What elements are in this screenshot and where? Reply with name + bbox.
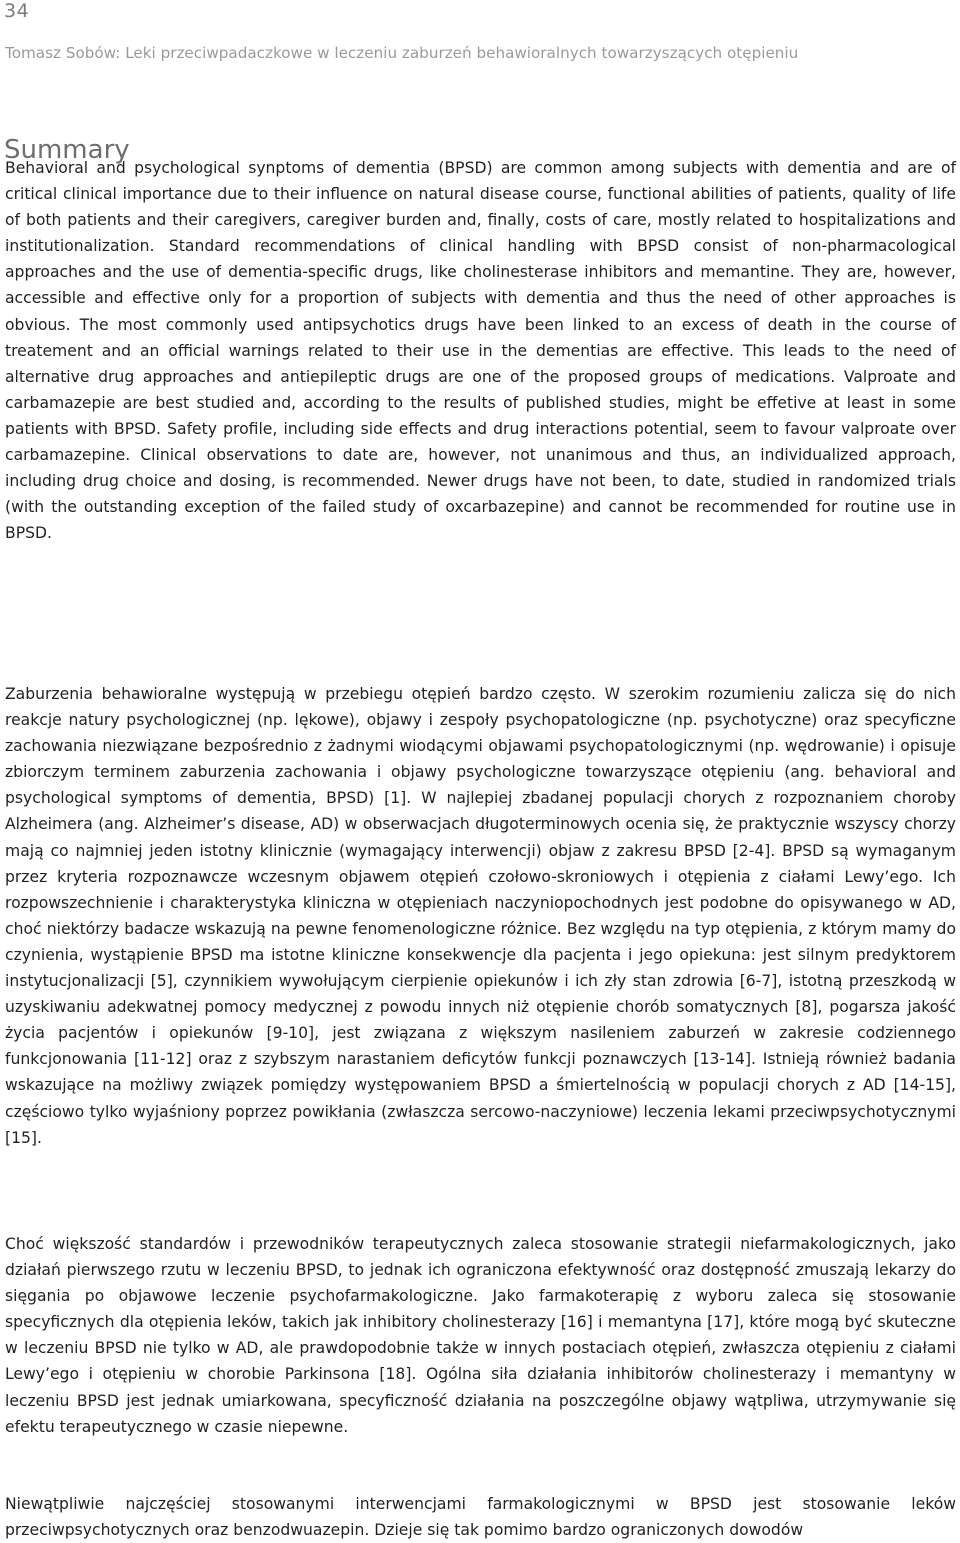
page-number: 34 <box>4 0 30 22</box>
body-paragraph-1: Zaburzenia behawioralne występują w przebiegu otępień bardzo często. W szerokim rozumieniu zalicza się do nich reakcje natury psychologicznej (np. lękowe), objawy i zespoły psychopatologiczne (np. psychotyczne) oraz specyficzne zachowania niezwiązane bezpośrednio z żadnymi wiodącymi objawami psychopatologicznymi (np. wędrowanie) i opisuje zbiorczym terminem zaburzenia zachowania i objawy psychologiczne towarzyszące otępieniu (ang. behavioral and psychological symptoms of dementia, BPSD) [1]. W najlepiej zbadanej populacji chorych z rozpoznaniem choroby Alzheimera (ang. Alzheimer’s disease, AD) w obserwacjach długoterminowych ocenia się, że praktycznie wszyscy chorzy mają co najmniej jeden istotny klinicznie (wymagający interwencji) objaw z zakresu BPSD [2-4]. BPSD są wymaganym przez kryteria rozpoznawcze wczesnym objawem otępień czołowo-skroniowych i otępienia z ciałami Lewy’ego. Ich rozpowszechnienie i charakterystyka kliniczna w otępieniach naczyniopochodnych jest podobne do opisywanego w AD, choć niektórzy badacze wskazują na pewne fenomenologiczne różnice. Bez względu na typ otępienia, z którym mamy do czynienia, wystąpienie BPSD ma istotne kliniczne konsekwencje dla pacjenta i jego opiekuna: jest silnym predyktorem instytucjonalizacji [5], czynnikiem wywołującym cierpienie opiekunów i ich zły stan zdrowia [6-7], istotną przeszkodą w uzyskiwaniu adekwatnej pomocy medycznej z powodu innych niż otępienie chorób somatycznych [8], pogarsza jakość życia pacjentów i opiekunów [9-10], jest związana z większym nasileniem zaburzeń w zakresie codziennego funkcjonowania [11-12] oraz z szybszym narastaniem deficytów funkcji poznawczych [13-14]. Istnieją również badania wskazujące na możliwy związek pomiędzy występowaniem BPSD a śmiertelnością w populacji chorych z AD [14-15], częściowo tylko wyjaśniony poprzez powikłania (zwłaszcza sercowo-naczyniowe) leczenia lekami przeciwpsychotycznymi [15]. <box>5 685 956 1147</box>
summary-heading: Summary <box>4 134 130 165</box>
body-paragraph-3: Niewątpliwie najczęściej stosowanymi interwencjami farmakologicznymi w BPSD jest stosowanie leków przeciwpsychotycznych oraz benzodwuazepin. Dzieje się tak pomimo bardzo ograniczonych dowodów <box>5 1495 956 1540</box>
body-paragraph-2: Choć większość standardów i przewodników terapeutycznych zaleca stosowanie strategii niefarmakologicznych, jako działań pierwszego rzutu w leczeniu BPSD, to jednak ich ograniczona efektywność oraz dostępność zmuszają lekarzy do sięgania po objawowe leczenie psychofarmakologiczne. Jako farmakoterapię z wyboru zaleca się stosowanie specyficznych dla otępienia leków, takich jak inhibitory cholinesterazy [16] i memantyna [17], które mogą być skuteczne w leczeniu BPSD nie tylko w AD, ale prawdopodobnie także w innych postaciach otępień, zwłaszcza otępieniu z ciałami Lewy’ego i otępieniu w chorobie Parkinsona [18]. Ogólna siła działania inhibitorów cholinesterazy i memantyny w leczeniu BPSD jest jednak umiarkowana, specyficzność działania na poszczególne objawy wątpliwa, utrzymywanie się efektu terapeutycznego w czasie niepewne. <box>5 1235 956 1436</box>
summary-paragraph: Behavioral and psychological synptoms of dementia (BPSD) are common among subjects with dementia and are of critical clinical importance due to their influence on natural disease course, functional abilities of patients, quality of life of both patients and their caregivers, caregiver burden and, finally, costs of care, mostly related to hospitalizations and institutionalization. Standard recommendations of clinical handling with BPSD consist of non-pharmacological approaches and the use of dementia-specific drugs, like cholinesterase inhibitors and memantine. They are, however, accessible and effective only for a proportion of subjects with dementia and thus the need of other approaches is obvious. The most commonly used antipsychotics drugs have been linked to an excess of death in the course of treatement and an official warnings related to their use in the dementias are effective. This leads to the need of alternative drug approaches and antiepileptic drugs are one of the proposed groups of medications. Valproate and carbamazepie are best studied and, according to the results of published studies, might be effetive at least in some patients with BPSD. Safety profile, including side effects and drug interactions potential, seem to favour valproate over carbamazepine. Clinical observations to date are, however, not unanimous and thus, an individualized approach, including drug choice and dosing, is recommended. Newer drugs have not been, to date, studied in randomized trials (with the outstanding exception of the failed study of oxcarbazepine) and cannot be recommended for routine use in BPSD. <box>5 159 956 543</box>
running-header: Tomasz Sobów: Leki przeciwpadaczkowe w leczeniu zaburzeń behawioralnych towarzyszących otępieniu <box>5 44 799 62</box>
